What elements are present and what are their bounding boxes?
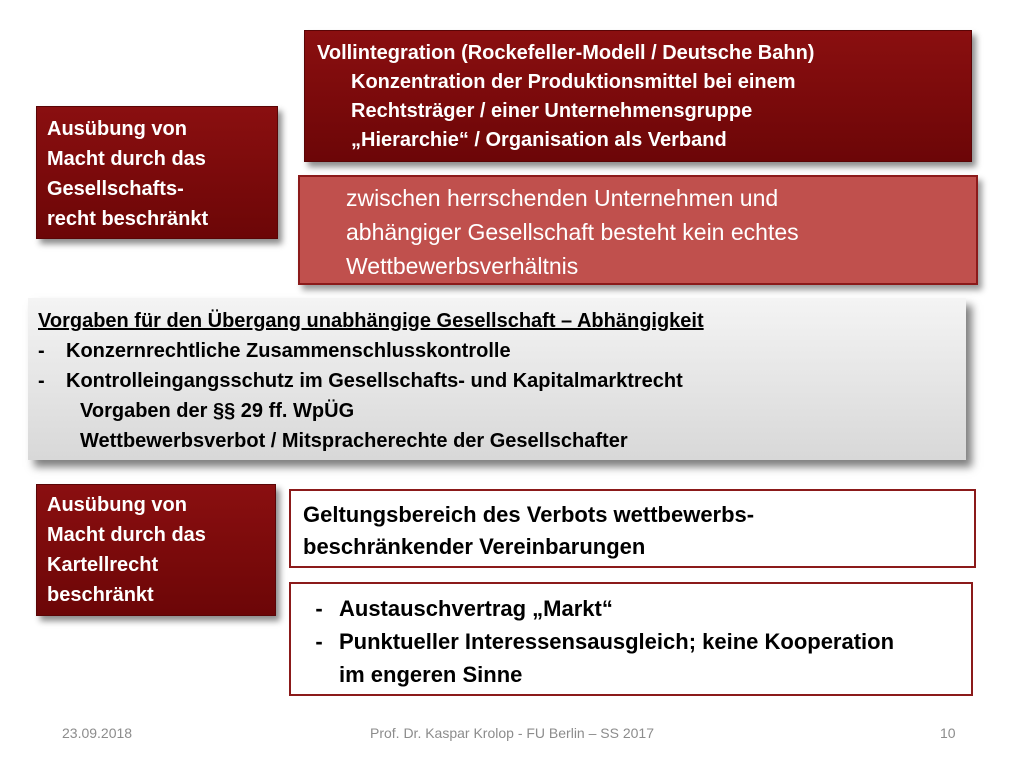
macht-kartellrecht-line: Ausübung von [47, 494, 187, 516]
abhaengigkeit-heading: Vorgaben für den Übergang unabhängige Gesellschaft – Abhängigkeit [38, 310, 704, 332]
macht-kartellrecht-box [36, 484, 276, 616]
macht-kartellrecht-line: Macht durch das [47, 524, 206, 546]
abhaengigkeit-item4: Wettbewerbsverbot / Mitspracherechte der Gesellschafter [80, 430, 628, 452]
vollintegration-item [317, 126, 961, 155]
austausch-item [299, 592, 961, 625]
geltungsbereich-box [289, 489, 976, 568]
vollintegration-title: Vollintegration (Rockefeller-Modell / Deutsche Bahn) [317, 42, 815, 64]
macht-gesellschaftsrecht-line: recht beschränkt [47, 208, 209, 230]
dash-bullet: - [38, 340, 45, 362]
austausch-item-cont [299, 658, 961, 691]
wettbewerb-line3: Wettbewerbsverhältnis [346, 253, 579, 279]
geltungsbereich-line2: beschränkender Vereinbarungen [303, 534, 646, 559]
wettbewerb-line [312, 215, 966, 249]
abhaengigkeit-item [38, 426, 956, 456]
vollintegration-item2: „Hierarchie“ / Organisation als Verband [351, 129, 727, 151]
abhaengigkeit-item1: Konzernrechtliche Zusammenschlusskontrolle [66, 340, 511, 362]
abhaengigkeit-item3: Vorgaben der §§ 29 ff. WpÜG [80, 400, 355, 422]
austausch-item [299, 625, 961, 658]
vollintegration-item-cont [317, 97, 961, 126]
austausch-item1: Austauschvertrag „Markt“ [339, 596, 613, 621]
footer-date: 23.09.2018 [62, 725, 133, 741]
vollintegration-box [304, 30, 972, 162]
abhaengigkeit-item [38, 336, 956, 366]
macht-gesellschaftsrecht-box [36, 106, 278, 239]
austausch-box [289, 582, 973, 696]
vollintegration-item [317, 68, 961, 97]
footer-page-number: 10 [940, 725, 956, 741]
wettbewerb-line [312, 249, 966, 283]
vollintegration-item1-line1: Konzentration der Produktionsmittel bei einem [351, 71, 796, 93]
geltungsbereich-line1: Geltungsbereich des Verbots wettbewerbs- [303, 502, 755, 527]
vollintegration-item1-line2: Rechtsträger / einer Unternehmensgruppe [351, 100, 753, 122]
macht-gesellschaftsrecht-line: Macht durch das [47, 148, 206, 170]
macht-gesellschaftsrecht-line: Ausübung von [47, 118, 187, 140]
macht-kartellrecht-line: beschränkt [47, 584, 154, 606]
abhaengigkeit-item [38, 366, 956, 396]
wettbewerb-box [298, 175, 978, 285]
wettbewerb-line2: abhängiger Gesellschaft besteht kein echtes [346, 219, 799, 245]
wettbewerb-line1: zwischen herrschenden Unternehmen und [346, 185, 779, 211]
dash-bullet: - [38, 370, 45, 392]
austausch-item2-line2: im engeren Sinne [339, 662, 523, 687]
footer-author: Prof. Dr. Kaspar Krolop - FU Berlin – SS 2017 [369, 725, 654, 741]
austausch-item2-line1: Punktueller Interessensausgleich; keine Kooperation [339, 629, 895, 654]
dash-bullet: - [315, 629, 323, 654]
abhaengigkeit-box [28, 298, 966, 460]
macht-gesellschaftsrecht-line: Gesellschafts- [47, 178, 184, 200]
abhaengigkeit-item [38, 396, 956, 426]
macht-kartellrecht-line: Kartellrecht [47, 554, 159, 576]
abhaengigkeit-item2: Kontrolleingangsschutz im Gesellschafts- und Kapitalmarktrecht [66, 370, 683, 392]
dash-bullet: - [315, 596, 323, 621]
wettbewerb-line [312, 181, 966, 215]
